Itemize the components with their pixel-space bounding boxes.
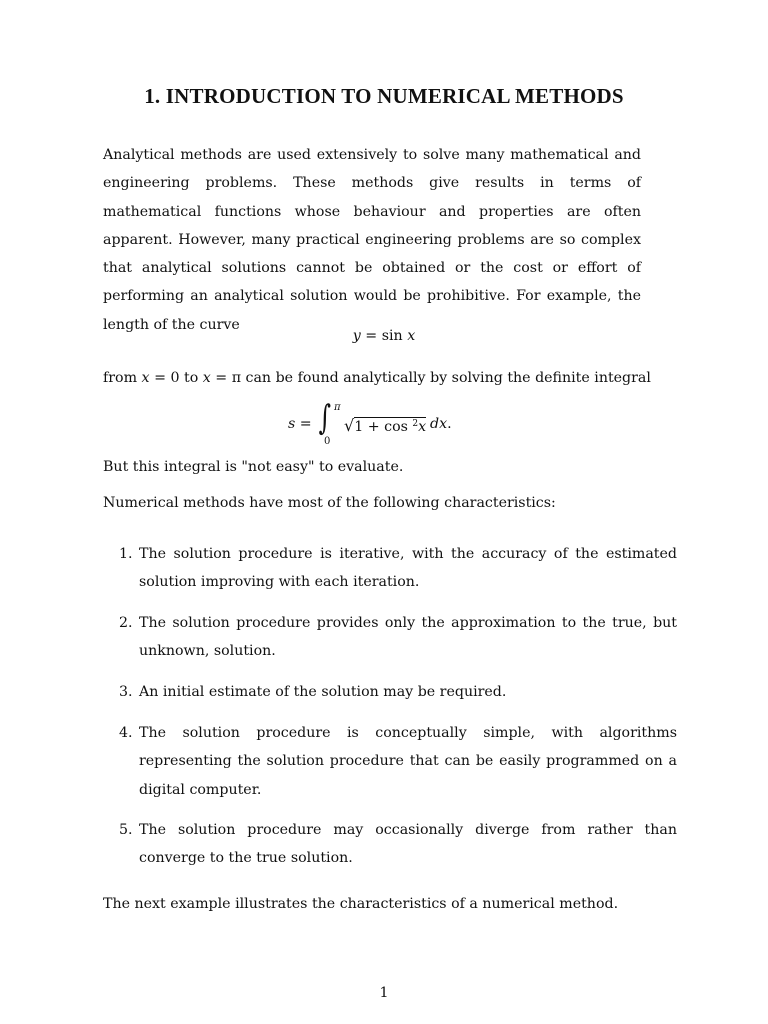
integral-sign: ∫ bbox=[318, 398, 332, 438]
eq1-lhs: y bbox=[352, 328, 361, 344]
list-item bbox=[103, 540, 677, 597]
eq1-var: x bbox=[407, 328, 416, 344]
equation-integral bbox=[288, 398, 488, 448]
closing-line: The next example illustrates the characteristics of a numerical method. bbox=[103, 896, 619, 912]
list-item-text: The solution procedure is iterative, with the accuracy of the estimated solution improving with each iteration. bbox=[139, 546, 677, 591]
from-eq2: = π bbox=[210, 370, 242, 386]
integral-lower-limit: 0 bbox=[324, 436, 331, 447]
from-x1: x bbox=[141, 370, 150, 386]
from-eq1: = 0 to bbox=[149, 370, 203, 386]
integral-upper-limit: π bbox=[334, 402, 341, 413]
eq2-dx: dx bbox=[430, 416, 448, 432]
from-line bbox=[103, 370, 651, 386]
eq1-fn: sin bbox=[381, 328, 408, 344]
sqrt-sign: √ bbox=[344, 416, 355, 435]
but-line: But this integral is "not easy" to evaluate. bbox=[103, 459, 404, 475]
radicand-var: x bbox=[418, 419, 427, 435]
page-number: 1 bbox=[379, 985, 389, 1001]
list-item bbox=[103, 816, 677, 873]
list-item bbox=[103, 678, 677, 706]
numerical-intro: Numerical methods have most of the following characteristics: bbox=[103, 495, 556, 511]
eq1-op: = bbox=[360, 328, 382, 344]
intro-paragraph: Analytical methods are used extensively to solve many mathematical and engineering problems. These methods give results in terms of mathematical functions whose behaviour and properties are often apparent. However, many practical engineering problems are so complex that analytical solutions cannot be obtained or the cost or effort of performing an analytical solution would be prohibitive. For example, the length of the curve bbox=[103, 147, 641, 333]
sqrt-expression bbox=[344, 416, 426, 435]
from-rest: can be found analytically by solving the definite integral bbox=[241, 370, 651, 386]
eq2-period: . bbox=[447, 416, 452, 432]
eq2-lhs-eq: = bbox=[295, 416, 312, 432]
list-item-text: An initial estimate of the solution may be required. bbox=[139, 684, 507, 700]
list-item-number: 1. bbox=[119, 546, 133, 562]
from-word: from bbox=[103, 370, 142, 386]
radicand bbox=[354, 417, 426, 435]
eq2-lhs-var: s bbox=[288, 416, 296, 432]
list-item-number: 5. bbox=[119, 822, 133, 838]
equation-curve bbox=[0, 328, 768, 344]
list-item-text: The solution procedure provides only the approximation to the true, but unknown, solution. bbox=[139, 615, 677, 660]
list-item-text: The solution procedure is conceptually simple, with algorithms representing the solution procedure that can be easily programmed on a digital computer. bbox=[139, 725, 677, 798]
list-item-number: 2. bbox=[119, 615, 133, 631]
list-item-number: 3. bbox=[119, 684, 133, 700]
section-heading: 1. INTRODUCTION TO NUMERICAL METHODS bbox=[144, 84, 624, 108]
list-item bbox=[103, 609, 677, 666]
radicand-exp: 2 bbox=[412, 419, 419, 429]
list-item-number: 4. bbox=[119, 725, 133, 741]
eq2-tail bbox=[430, 416, 452, 432]
radicand-a: 1 + cos bbox=[354, 419, 413, 435]
list-item bbox=[103, 719, 677, 804]
eq2-lhs bbox=[288, 416, 312, 432]
from-x2: x bbox=[202, 370, 211, 386]
list-item-text: The solution procedure may occasionally diverge from rather than converge to the true solution. bbox=[139, 822, 677, 867]
